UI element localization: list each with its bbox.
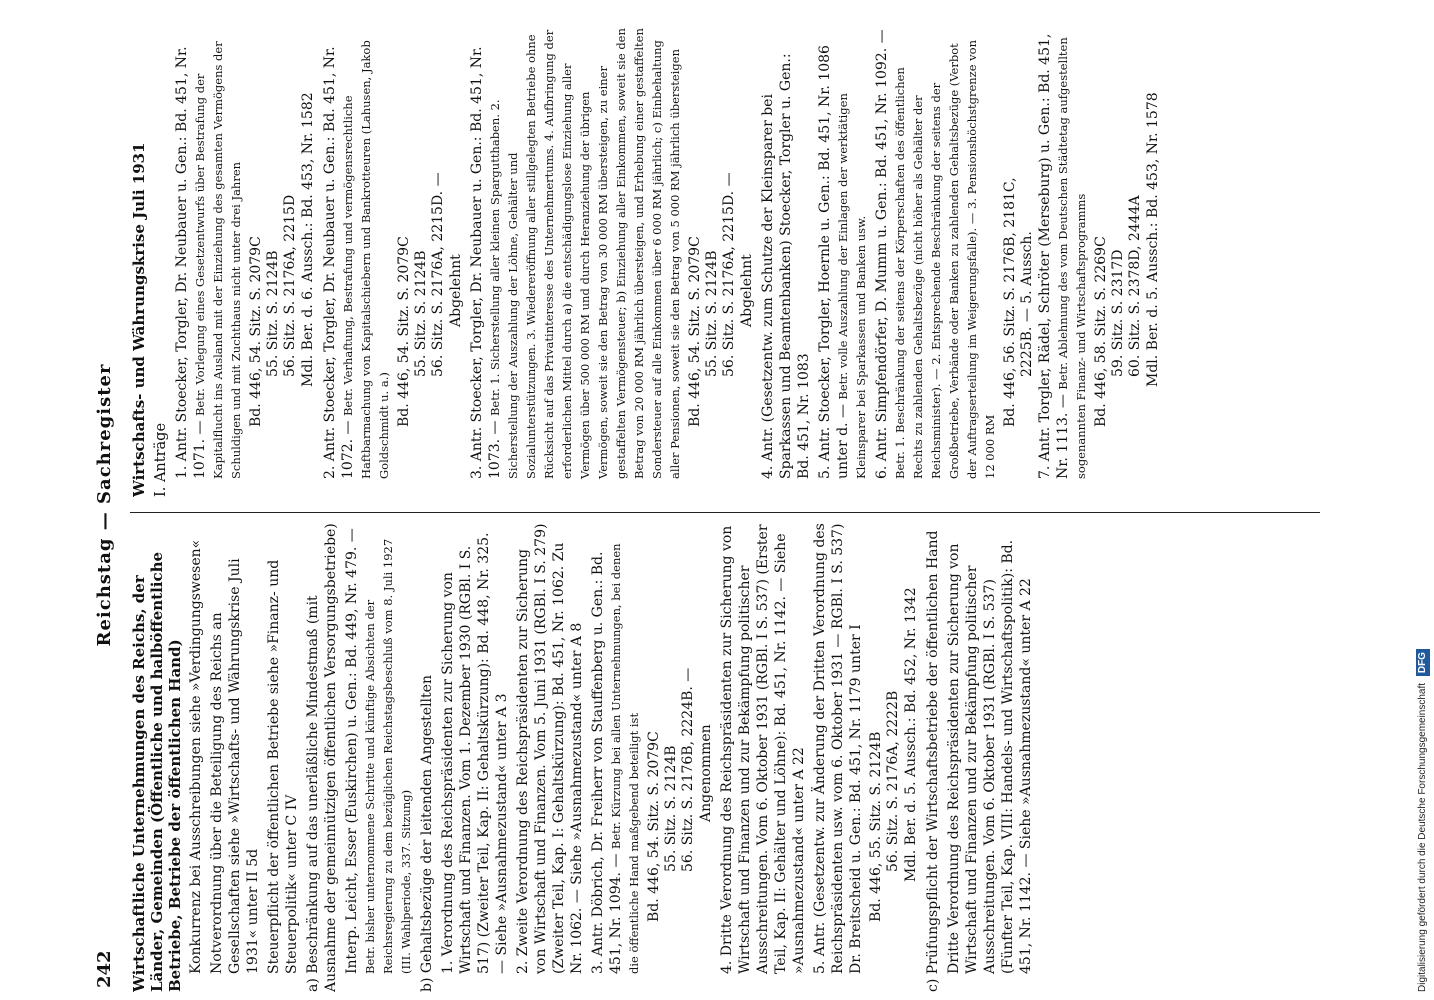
dfg-logo: DFG (1416, 649, 1430, 676)
entry-text: Abgelehnt (739, 254, 755, 327)
session-reference (687, 27, 704, 497)
dfg-notice-text: Digitalisierung gefördert durch die Deutsche Forschungsgemeinschaft (1417, 682, 1428, 992)
index-entry (321, 27, 393, 497)
entry-text: 55. Sitz. S. 2124B (265, 250, 281, 377)
session-reference (721, 27, 738, 497)
session-reference (646, 522, 663, 992)
session-reference (1110, 27, 1127, 497)
index-entry (759, 27, 813, 497)
index-entry (304, 522, 340, 992)
session-reference (868, 522, 885, 992)
entry-note: Betr. Verhaftung, Bestrafung und vermögensrechtliche Haftbarmachung von Kapitalschiebern und Bankrotteuren (Lahusen, Jakob Goldschmidt u. a.) (341, 40, 391, 479)
entry-note: Betr. bisher unternommene Schritte und künftige Absichten der Reichsregierung zu dem bezüglichen Reichstagsbeschluß vom 8. Juli 1927 (III. Wahlperiode, 337. Sitzung) (363, 538, 413, 974)
entry-text: 60. Sitz. S. 2378D, 2444A (1127, 195, 1143, 377)
entry-text: Wirtschaftliche Unternehmungen des Reichs, der Länder, Gemeinden (Öffentliche und halböffentliche Betriebe, Betriebe der öffentlichen Hand) (130, 551, 184, 992)
entry-text: 56. Sitz. S. 2176B, 2224B. — (680, 667, 696, 872)
entry-text: Interp. Leicht, Esser (Euskirchen) u. Gen.: Bd. 449, Nr. 479. — (344, 528, 360, 974)
entry-text: Steuerpflicht der öffentlichen Betriebe siehe »Finanz- und Steuerpolitik« unter C IV (266, 559, 300, 974)
entry-text: 2225B. — 5. Aussch. (1019, 231, 1035, 377)
entry-text: Bd. 446, 58. Sitz. S. 2269C (1093, 236, 1109, 427)
entry-text: 5. Antr. Stoecker, Torgler, Hoernle u. Gen.: Bd. 451, Nr. 1086 unter d. — (817, 45, 851, 479)
report-reference (299, 27, 317, 497)
index-entry (418, 522, 436, 992)
session-reference (704, 27, 721, 497)
right-column (130, 27, 1320, 497)
vote-result (738, 27, 756, 497)
entry-text: 1. Verordnung des Reichspräsidenten zur Sicherung von Wirtschaft und Finanzen. Vom 1. Dezember 1930 (RGBl. I S. 517) (Zweiter Teil, Kap. II: Gehaltskürzung): Bd. 448, Nr. 325. — Siehe »Ausnahmezustand« unter A 3 (440, 532, 510, 974)
index-heading (130, 522, 184, 992)
entry-text: 59. Sitz. S. 2317D (1110, 249, 1126, 377)
entry-text: Bd. 446, 54. Sitz. S. 2079C (687, 236, 703, 427)
index-entry (187, 522, 205, 992)
vote-result (697, 522, 715, 992)
index-entry (924, 522, 942, 992)
entry-note: Betr. Ablehnung des vom Deutschen Städtetag aufgestellten sogenannten Finanz- und Wirtschaftsprogramms (1056, 37, 1088, 479)
page-header (90, 10, 126, 1000)
entry-text: Mdl. Ber. d. 5. Aussch.: Bd. 452, Nr. 1342 (903, 587, 919, 882)
index-heading (130, 27, 148, 497)
index-entry (811, 522, 865, 992)
session-reference (396, 27, 413, 497)
column-divider (130, 512, 1320, 513)
index-entry (945, 522, 1035, 992)
page-title: Reichstag — Sachregister (94, 363, 115, 647)
entry-text: Bd. 446, 55. Sitz. S. 2124B (868, 731, 884, 922)
index-entry (208, 522, 262, 992)
entry-text: 55. Sitz. S. 2124B (413, 250, 429, 377)
index-entry (343, 522, 415, 992)
session-reference (248, 27, 265, 497)
entry-text: Bd. 446, 54. Sitz. S. 2079C (396, 236, 412, 427)
session-reference (680, 522, 697, 992)
entry-text: Notverordnung über die Beteiligung des Reichs an Gesellschaften siehe »Wirtschafts- und Währungskrise Juli 1931« unter II 5d (209, 558, 261, 974)
entry-text: b) Gehaltsbezüge der leitenden Angestellten (419, 675, 435, 992)
section-heading (152, 27, 170, 497)
entry-text: 6. Antr. Simpfendörfer, D. Mumm u. Gen.: Bd. 451, Nr. 1092. — (874, 29, 890, 479)
index-entry (468, 27, 684, 497)
entry-text: 2. Zweite Verordnung des Reichspräsidenten zur Sicherung von Wirtschaft und Finanzen. Vom 5. Juni 1931 (RGBl. I S. 279) (Zweiter Teil, Kap. I: Gehaltskürzung): Bd. 451, Nr. 1062. Zu Nr. 1062. — Siehe »Ausnahmezustand« unter A 8 (515, 523, 585, 974)
entry-text: 3. Antr. Stoecker, Torgler, Dr. Neubauer u. Gen.: Bd. 451, Nr. 1073. — (469, 46, 503, 479)
entry-text: 7. Antr. Torgler, Rädel, Schröter (Merseburg) u. Gen.: Bd. 451, Nr. 1113. — (1037, 33, 1071, 479)
index-entry (265, 522, 301, 992)
entry-text: 2. Antr. Stoecker, Torgler, Dr. Neubauer u. Gen.: Bd. 451, Nr. 1072. — (322, 46, 356, 479)
entry-text: 3. Antr. Döbrich, Dr. Freiherr von Stauffenberg u. Gen.: Bd. 451, Nr. 1094. — (590, 551, 624, 974)
entry-text: Dritte Verordnung des Reichspräsidenten zur Sicherung von Wirtschaft und Finanzen und zur Bekämpfung politischer Ausschreitungen. Vom 6. Oktober 1931 (RGBl. I S. 537) (Fünfter Teil, Kap. VIII: Handels- und Wirtschaftspolitik): Bd. 451, Nr. 1142. — Siehe »Ausnahmezustand« unter A 22 (946, 539, 1034, 974)
session-reference (430, 27, 447, 497)
session-reference (413, 27, 430, 497)
report-reference (902, 522, 920, 992)
entry-note: Betr. Vorlegung eines Gesetzentwurfs über Bestrafung der Kapitalflucht ins Ausland mit der Einziehung des gesamten Vermögens der Schuldigen und mit Zuchthaus nicht unter drei Jahren (193, 41, 243, 479)
entry-text: 55. Sitz. S. 2124B (663, 745, 679, 872)
session-reference (663, 522, 680, 992)
vote-result (447, 27, 465, 497)
entry-text: Angenommen (698, 724, 714, 822)
entry-text: 56. Sitz. S. 2176A, 2222B (885, 690, 901, 872)
index-entry (589, 522, 643, 992)
entry-text: Mdl. Ber. d. 6. Aussch.: Bd. 453, Nr. 1582 (300, 92, 316, 387)
left-column (130, 522, 1320, 992)
session-reference (265, 27, 282, 497)
index-entry (514, 522, 586, 992)
session-reference (1127, 27, 1144, 497)
entry-text: c) Prüfungspflicht der Wirtschaftsbetriebe der öffentlichen Hand (925, 530, 941, 992)
report-reference (1144, 27, 1162, 497)
index-entry (1036, 27, 1090, 497)
session-reference (1093, 27, 1110, 497)
page-number: 242 (94, 950, 115, 988)
index-entry (816, 27, 870, 497)
entry-text: 55. Sitz. S. 2124B (704, 250, 720, 377)
index-entry (873, 27, 999, 497)
entry-text: 4. Antr. (Gesetzentw. zum Schutze der Kleinsparer bei Sparkassen und Beamtenbanken) Stoecker, Torgler u. Gen.: Bd. 451, Nr. 1083 (760, 53, 812, 479)
session-reference (282, 27, 299, 497)
rotated-page (90, 10, 1330, 1000)
entry-text: a) Beschränkung auf das unerläßliche Mindestmaß (mit Ausnahme der gemeinnützigen öffentlichen Versorgungsbetriebe) (305, 523, 339, 992)
entry-text: Bd. 446, 56. Sitz. S. 2176B, 2181C, (1002, 177, 1018, 427)
entry-note: Betr. 1. Beschränkung der seitens der Körperschaften des öffentlichen Rechts zu zahlenden Gehaltsbezüge (nicht höher als Gehälter der Reichsminister). — 2. Entsprechende Beschränkung der seitens der Großbetriebe, Verbände oder Banken zu zahlenden Gehaltsbezüge (Verbot der Auftragserteilung im Weigerungsfalle). — 3. Pensionshöchstgrenze von 12 000 RM (893, 39, 997, 479)
entry-text: 56. Sitz. S. 2176A, 2215D (282, 194, 298, 377)
session-reference (1019, 27, 1036, 497)
index-entry (173, 27, 245, 497)
session-reference (885, 522, 902, 992)
entry-text: Abgelehnt (448, 254, 464, 327)
entry-note: Betr. volle Auszahlung der Einlagen der werktätigen Kleinsparer bei Sparkassen und Banken usw. (836, 93, 868, 479)
entry-text: 56. Sitz. S. 2176A, 2215D. — (721, 172, 737, 377)
index-entry (718, 522, 808, 992)
entry-text: 5. Antr. (Gesetzentw. zur Änderung der Dritten Verordnung des Reichspräsidenten usw. vom 6. Oktober 1931 — RGBl. I S. 537) Dr. Breitscheid u. Gen.: Bd. 451, Nr. 1179 unter I (812, 523, 864, 974)
session-reference (1002, 27, 1019, 497)
entry-text: 1. Antr. Stoecker, Torgler, Dr. Neubauer u. Gen.: Bd. 451, Nr. 1071. — (174, 46, 208, 479)
dfg-notice (1412, 8, 1434, 992)
entry-text: Konkurrenz bei Ausschreibungen siehe »Verdingungswesen« (188, 539, 204, 974)
entry-text: Bd. 446, 54. Sitz. S. 2079C (646, 731, 662, 922)
index-entry (439, 522, 511, 992)
entry-note: Betr. Kürzung bei allen Unternehmungen, bei denen die öffentliche Hand maßgebend beteiligt ist (609, 543, 641, 974)
entry-text: Wirtschafts- und Währungskrise Juli 1931 (130, 142, 148, 497)
entry-text: Bd. 446, 54. Sitz. S. 2079C (248, 236, 264, 427)
entry-note: Betr. 1. Sicherstellung aller kleinen Spargutthaben. 2. Sicherstellung der Auszahlung der Löhne, Gehälter und Sozialunterstützungen. 3. Wiedereröffnung aller stillgelegten Betriebe ohne Rücksicht auf das Privatinteresse des Unternehmertums. 4. Aufbringung der erforderlichen Mittel durch a) die entschädigungslose Einziehung aller Vermögen über 500 000 RM und durch Heranziehung der übrigen Vermögen, soweit sie den Betrag von 30 000 RM übersteigen, zu einer gestaffelten Vermögensteuer; b) Einziehung aller Einkommen, soweit sie den Betrag von 20 000 RM jährlich übersteigen, und Erhebung einer gestaffelten Sondersteuer auf alle Einkommen über 6 000 RM jährlich; c) Einbehaltung aller Pensionen, soweit sie den Betrag von 5 000 RM jährlich übersteigen (488, 28, 682, 479)
entry-text: 56. Sitz. S. 2176A, 2215D. — (430, 172, 446, 377)
entry-text: Mdl. Ber. d. 5. Aussch.: Bd. 453, Nr. 1578 (1145, 92, 1161, 387)
entry-text: I. Anträge (153, 422, 169, 497)
entry-text: 4. Dritte Verordnung des Reichspräsidenten zur Sicherung von Wirtschaft und Finanzen und zur Bekämpfung politischer Ausschreitungen. Vom 6. Oktober 1931 (RGBl. I S. 537) (Erster Teil, Kap. II: Gehälter und Löhne): Bd. 451, Nr. 1142. — Siehe »Ausnahmezustand« unter A 22 (719, 524, 807, 974)
